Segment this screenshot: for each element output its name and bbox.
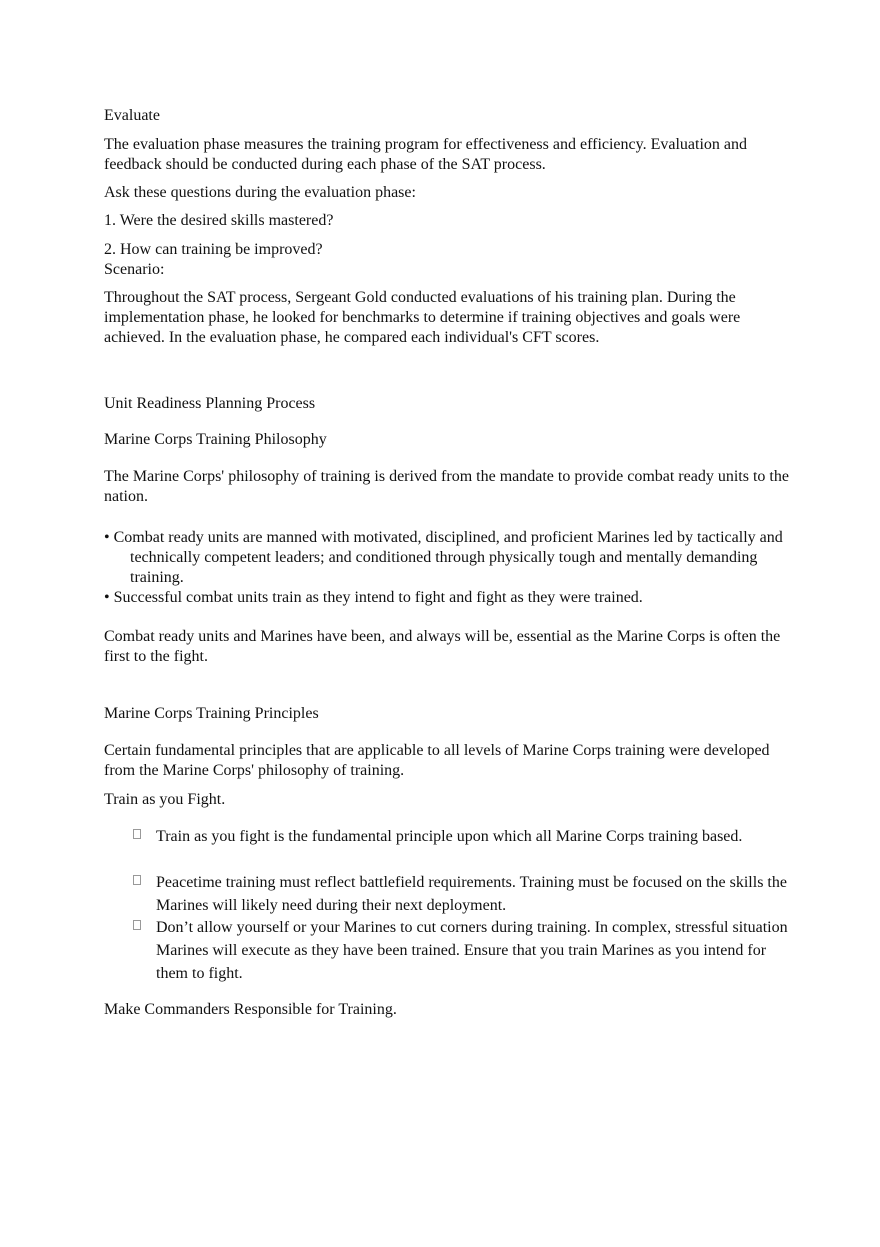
principle-item-2 [130, 871, 790, 917]
scenario-text: Throughout the SAT process, Sergeant Gold conducted evaluations of his training plan. During the implementation phase, he looked for benchmarks to determine if training objectives and goals were achieved. In the evaluation phase, he compared each individual's CFT scores. [104, 289, 741, 346]
philosophy-bullet-2: • Successful combat units train as they intend to fight and fight as they were trained. [104, 589, 643, 606]
square-bullet-icon [133, 875, 141, 885]
evaluate-heading: Evaluate [104, 107, 160, 124]
evaluate-question-1: 1. Were the desired skills mastered? [104, 212, 334, 229]
square-bullet-icon [133, 920, 141, 930]
evaluate-questions-lead: Ask these questions during the evaluation phase: [104, 184, 416, 201]
readiness-heading: Unit Readiness Planning Process [104, 395, 316, 412]
principle-item-1 [130, 825, 790, 848]
train-as-you-fight-heading: Train as you Fight. [104, 791, 226, 808]
principle-item-2-text: Peacetime training must reflect battlefield requirements. Training must be focused on the skills the Marines will likely need during their next deployment. [156, 874, 787, 914]
philosophy-bullet-1: • Combat ready units are manned with motivated, disciplined, and proficient Marines led by tactically and technically competent leaders; and conditioned through physically tough and mentally demanding training. [104, 529, 783, 586]
evaluate-intro: The evaluation phase measures the training program for effectiveness and efficiency. Evaluation and feedback should be conducted during each phase of the SAT process. [104, 136, 748, 173]
philosophy-heading: Marine Corps Training Philosophy [104, 431, 327, 448]
principles-intro: Certain fundamental principles that are applicable to all levels of Marine Corps training were developed from the Marine Corps' philosophy of training. [104, 742, 770, 779]
principle-item-1-text: Train as you fight is the fundamental principle upon which all Marine Corps training based. [156, 828, 743, 845]
square-bullet-icon [133, 829, 141, 839]
scenario-label: Scenario: [104, 261, 165, 278]
commanders-heading: Make Commanders Responsible for Training. [104, 1001, 397, 1018]
evaluate-question-2: 2. How can training be improved? [104, 241, 323, 258]
principle-item-3-text: Don’t allow yourself or your Marines to cut corners during training. In complex, stressful situation Marines will execute as they have been trained. Ensure that you train Marines as you intend for them to fight. [156, 919, 788, 982]
philosophy-closing: Combat ready units and Marines have been, and always will be, essential as the Marine Corps is often the first to the fight. [104, 628, 781, 665]
principles-heading: Marine Corps Training Principles [104, 705, 319, 722]
principle-item-3 [130, 916, 790, 985]
philosophy-text: The Marine Corps' philosophy of training is derived from the mandate to provide combat ready units to the nation. [104, 468, 789, 505]
